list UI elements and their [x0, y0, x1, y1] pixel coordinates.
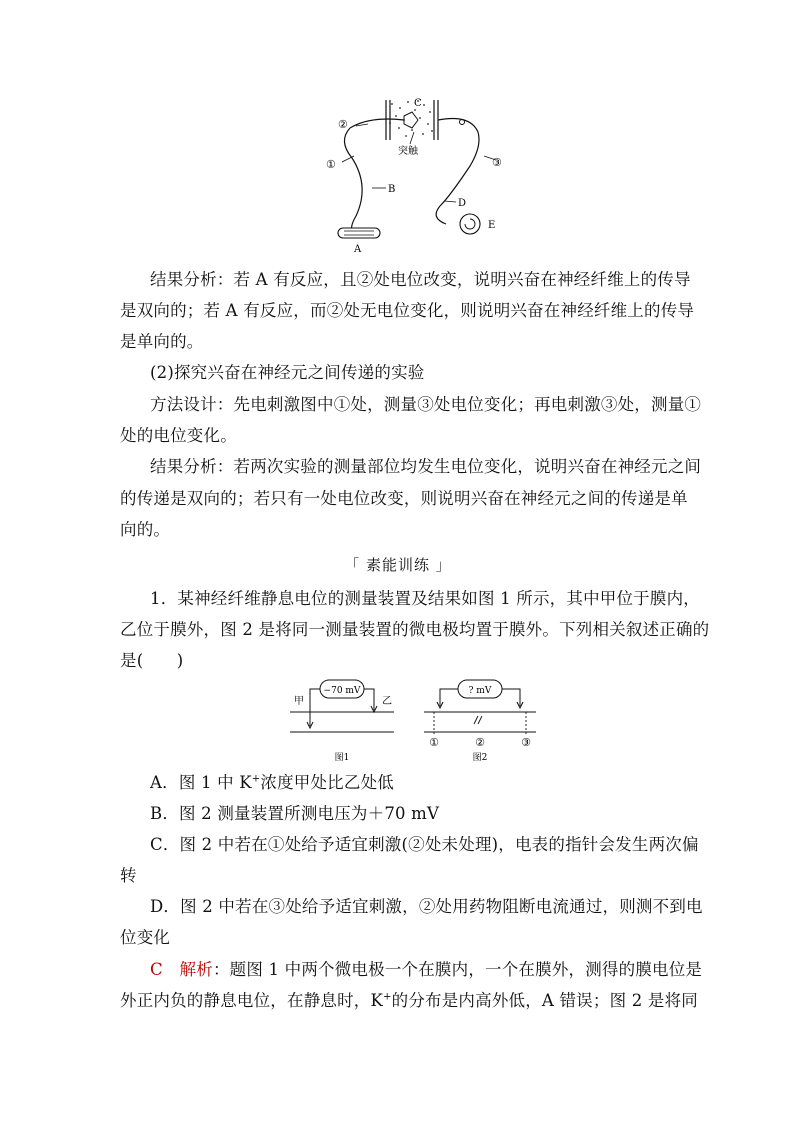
option-a-text: A．图 1 中 K [150, 773, 252, 792]
fig1-reading: −70 mV [323, 686, 361, 696]
para1-line2: 是双向的；若 A 有反应，而②处无电位变化，则说明兴奋在神经纤维上的传导 [120, 301, 695, 320]
answer-line2 [120, 991, 698, 1011]
neuron-synapse-figure [320, 96, 520, 256]
option-a-text-2: 浓度甲处比乙处低 [260, 773, 394, 792]
option-d-line1: D．图 2 中若在③处给予适宜刺激，②处用药物阻断电流通过，则测不到电 [150, 897, 703, 916]
label-e: E [488, 220, 496, 231]
answer-text-1: ：题图 1 中两个微电极一个在膜内，一个在膜外，测得的膜电位是 [212, 960, 703, 979]
fig1-label-jia: 甲 [294, 696, 304, 707]
option-a-sup: + [251, 773, 261, 785]
synapse-cleft-dots [389, 100, 433, 137]
para2-line2: 处的电位变化。 [120, 426, 237, 445]
label-p3: ③ [492, 156, 502, 169]
answer-text-2: 外正内负的静息电位，在静息时，K [120, 991, 384, 1010]
figure-2 [420, 676, 540, 766]
section-heading-2: (2)探究兴奋在神经元之间传递的实验 [150, 363, 425, 382]
section-title: 「 素能训练 」 [344, 556, 452, 574]
fig2-label-p1: ① [429, 736, 439, 749]
answer-label: 解析 [179, 960, 213, 979]
label-b: B [388, 184, 396, 195]
para1-line1: 结果分析：若 A 有反应，且②处电位改变，说明兴奋在神经纤维上的传导 [150, 270, 691, 289]
para3-line2: 的传递是双向的；若只有一处电位改变，则说明兴奋在神经元之间的传递是单 [120, 489, 688, 508]
question-line3: 是( ) [120, 651, 184, 670]
para2-line1: 方法设计：先电刺激图中①处，测量③处电位变化；再电刺激③处，测量① [150, 395, 702, 414]
answer-letter: C [150, 960, 163, 979]
fig2-label-p2: ② [475, 736, 485, 749]
label-d: D [458, 198, 467, 209]
fig1-caption: 图1 [334, 753, 350, 763]
label-synapse: 突触 [398, 146, 418, 157]
option-c-line2: 转 [120, 866, 137, 885]
label-c: C [414, 98, 422, 109]
figure-1 [286, 676, 398, 766]
option-d-line2: 位变化 [120, 928, 171, 947]
label-p1: ① [326, 158, 336, 171]
label-p2: ② [338, 118, 348, 131]
answer-sup: + [383, 991, 392, 1003]
question-line1: 1．某神经纤维静息电位的测量装置及结果如图 1 所示，其中甲位于膜内， [150, 589, 700, 608]
fig1-label-yi: 乙 [382, 696, 392, 707]
label-a: A [354, 244, 362, 255]
para3-line3: 向的。 [120, 520, 171, 539]
answer-text-3: 的分布是内高外低，A 错误；图 2 是将同 [391, 991, 698, 1010]
option-a [150, 773, 706, 793]
fig2-caption: 图2 [472, 753, 488, 763]
option-b: B．图 2 测量装置所测电压为＋70 mV [150, 804, 440, 823]
para3-line1: 结果分析：若两次实验的测量部位均发生电位变化，说明兴奋在神经元之间 [150, 457, 702, 476]
question-line2: 乙位于膜外，图 2 是将同一测量装置的微电极均置于膜外。下列相关叙述正确的 [120, 620, 710, 639]
fig2-label-p3: ③ [521, 736, 531, 749]
fig2-reading: ? mV [468, 686, 492, 696]
answer-line1 [150, 960, 706, 980]
para1-line3: 是单向的。 [120, 332, 204, 351]
option-c-line1: C．图 2 中若在①处给予适宜刺激(②处未处理)，电表的指针会发生两次偏 [150, 835, 699, 854]
